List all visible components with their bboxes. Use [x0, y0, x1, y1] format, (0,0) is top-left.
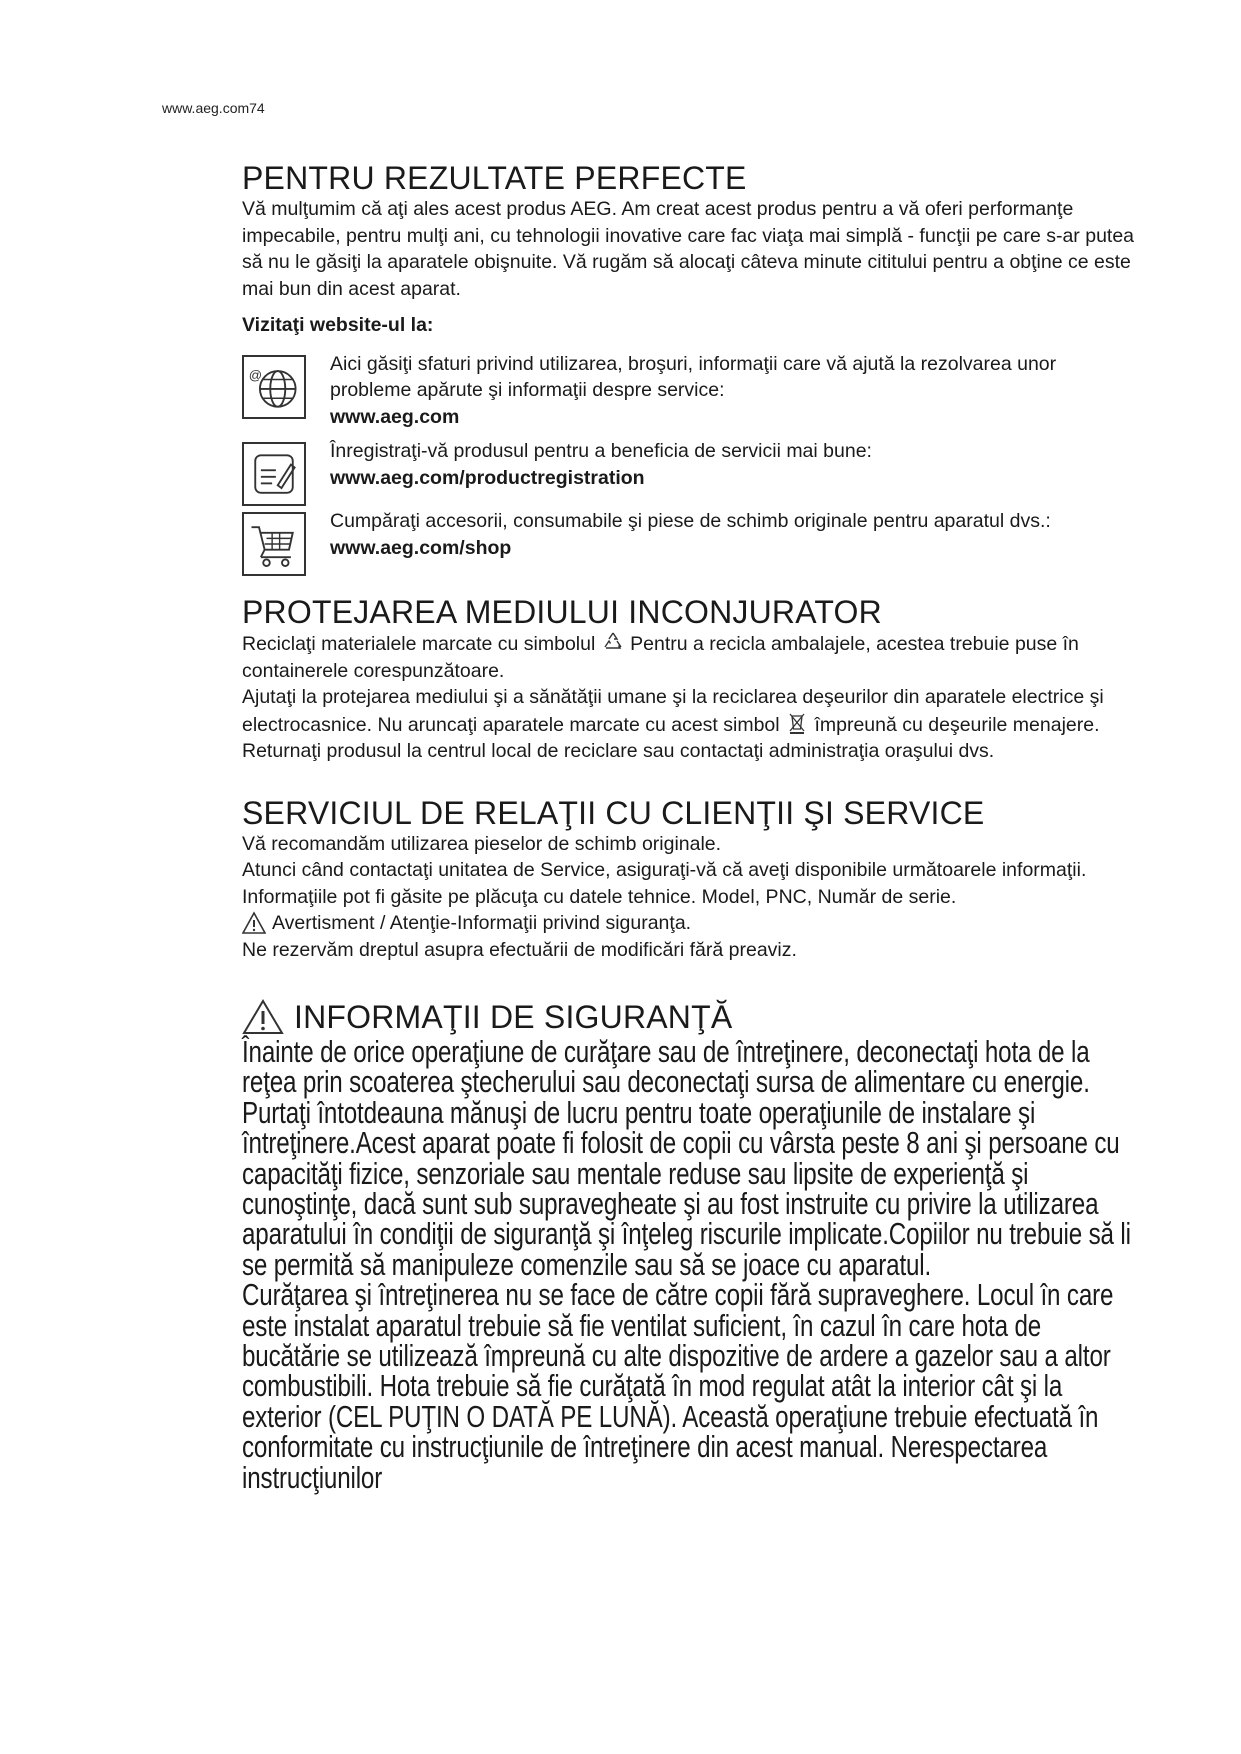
website-item-shop: [242, 508, 1142, 570]
section-title-safety: INFORMAŢII DE SIGURANŢĂ: [294, 999, 733, 1035]
registration-icon: [242, 442, 306, 506]
service-line: Informaţiile pot fi găsite pe plăcuţa cu datele tehnice. Model, PNC, Număr de serie.: [242, 885, 957, 908]
environment-text: Pentru a recicla ambalajele, acestea trebuie puse în containerele corespunzătoare.: [242, 633, 1079, 682]
service-warning-line: [242, 910, 1142, 937]
service-line: Ne rezervăm dreptul asupra efectuării de modificări fără preaviz.: [242, 938, 797, 961]
website-link-main[interactable]: www.aeg.com: [330, 405, 460, 428]
website-item-text: Cumpăraţi accesorii, consumabile şi piese de schimb originale pentru aparatul dvs.:: [330, 510, 1051, 532]
website-link-registration[interactable]: www.aeg.com/productregistration: [330, 466, 645, 489]
warning-icon: [242, 911, 266, 935]
website-link-shop[interactable]: www.aeg.com/shop: [330, 536, 512, 559]
environment-text: Ajutaţi la protejarea mediului şi a sănătăţii umane şi la reciclarea deşeurilor din aparatele electrice şi electrocasnice. Nu aruncaţi aparatele marcate cu acest simbol: [242, 686, 1104, 736]
crossed-bin-icon: [785, 711, 809, 735]
intro-paragraph: Vă mulţumim că aţi ales acest produs AEG. Am creat acest produs pentru a vă oferi performanţe impecabile, pentru mulţi ani, cu tehnologii inovative care fac viaţa mai simplă - funcţii pe care s-ar putea să nu le găsiţi la aparatele obişnuite. Vă rugăm să alocaţi câteva minute cititului pentru a obţine ce este mai bun din acest aparat.: [242, 198, 1135, 300]
section-title-service: SERVICIUL DE RELAŢII CU CLIENŢII ŞI SERVICE: [242, 794, 985, 831]
section-title-environment: PROTEJAREA MEDIULUI INCONJURATOR: [242, 594, 882, 630]
section-title-perfect-results: PENTRU REZULTATE PERFECTE: [242, 160, 747, 196]
section-service: [242, 795, 1142, 964]
warning-text: Avertisment / Atenţie-Informaţii privind siguranţa.: [272, 912, 692, 934]
page-content: [242, 160, 1142, 1493]
environment-paragraph-1: [242, 630, 1142, 684]
website-list: [242, 351, 1142, 571]
visit-website-label: Vizitaţi website-ul la:: [242, 314, 434, 336]
globe-icon: [242, 355, 306, 419]
page-url-number: www.aeg.com74: [162, 100, 265, 116]
website-item-text: Aici găsiţi sfaturi privind utilizarea, broşuri, informaţii care vă ajută la rezolvarea unor probleme apărute şi informaţii despre service:: [330, 352, 1057, 401]
environment-text: împreună cu deşeurile menajere. Returnaţi produsul la centrul local de reciclare sau contactaţi administraţia oraşului dvs.: [242, 713, 1100, 762]
section-perfect-results: [242, 160, 1142, 570]
environment-paragraph-2: [242, 684, 1142, 765]
section-safety: [242, 999, 1142, 1493]
website-item-info: [242, 351, 1142, 431]
safety-paragraph-1: Înainte de orice operaţiune de curăţare sau de întreţinere, deconectaţi hota de la reţea prin scoaterea ştecherului sau deconectaţi sursa de alimentare cu energie. Purtaţi întotdeauna mănuşi de lucru pentru toate operaţiunile de instalare şi întreţinere.Acest aparat poate fi folosit de copii cu vârsta peste 8 ani şi persoane cu capacităţi fizice, senzoriale sau mentale reduse sau lipsite de experienţă şi cunoştinţe, dacă sunt sub supravegheate şi au fost instruite cu privire la utilizarea aparatului în condiţii de siguranţă şi înţeleg riscurile implicate.Copiilor nu trebuie să li se permită să manipuleze comenzile sau să se joace cu aparatul.: [242, 1034, 1131, 1282]
safety-header: [242, 999, 1142, 1035]
warning-icon: [242, 999, 284, 1035]
safety-paragraph-2: Curăţarea şi întreţinerea nu se face de către copii fără supraveghere. Locul în care este instalat aparatul trebuie să fie ventilat suficient, în cazul în care hota de bucătărie se utilizează împreună cu alte dispozitive de ardere a gazelor sau a altor combustibili. Hota trebuie să fie curăţată în mod regulat atât la interior cât şi la exterior (CEL PUŢIN O DATĂ PE LUNĂ). Această operaţiune trebuie efectuată în conformitate cu instrucţiunile de întreţinere din acest manual. Nerespectarea instrucţiunilor: [242, 1277, 1114, 1495]
environment-text: Reciclaţi materialele marcate cu simbolul: [242, 633, 596, 655]
website-item-text: Înregistraţi-vă produsul pentru a beneficia de servicii mai bune:: [330, 440, 872, 462]
section-environment: [242, 594, 1142, 765]
service-line: Atunci când contactaţi unitatea de Service, asiguraţi-vă că aveţi disponibile următoarele informaţii.: [242, 859, 1087, 881]
shopping-cart-icon: [242, 512, 306, 576]
recycle-icon: [601, 630, 625, 654]
safety-body: [242, 1034, 1139, 1495]
website-item-registration: [242, 438, 1142, 500]
svg-text:@: @: [248, 367, 262, 382]
service-line: Vă recomandăm utilizarea pieselor de schimb originale.: [242, 832, 722, 855]
